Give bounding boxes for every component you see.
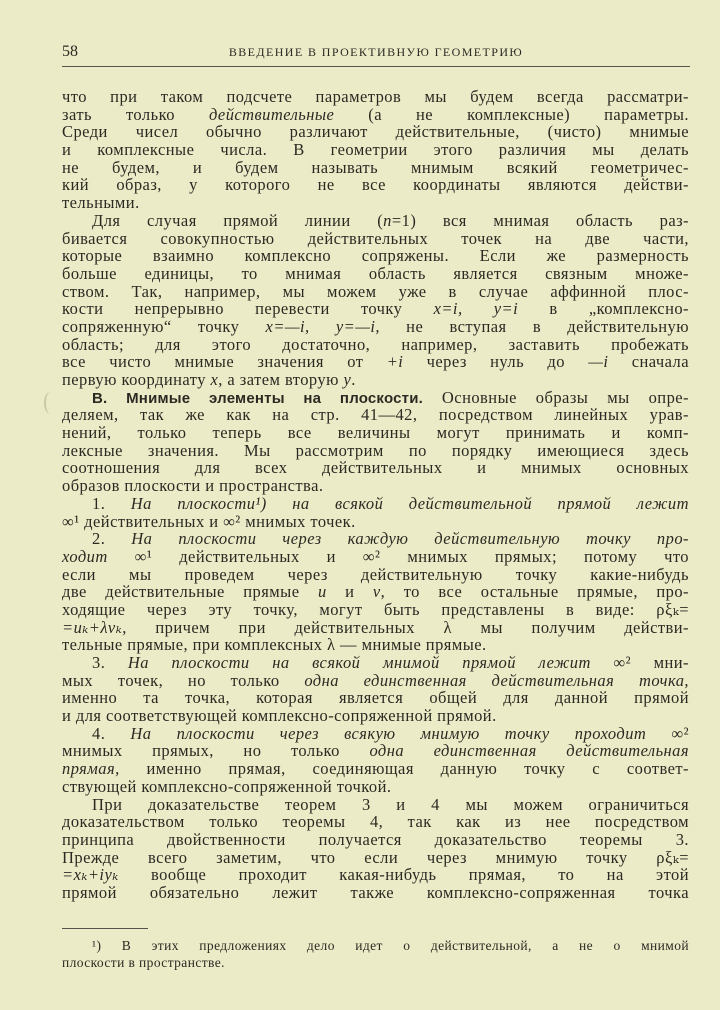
text-segment: ¹) В этих предложениях дело идет о действительной, а не о мнимой (92, 938, 689, 953)
text-segment: мых точек, но только (62, 670, 305, 690)
paragraph (62, 796, 689, 902)
text-line (62, 954, 689, 971)
text-line (62, 353, 689, 371)
running-title: ВВЕДЕНИЕ В ПРОЕКТИВНУЮ ГЕОМЕТРИЮ (228, 45, 524, 59)
paragraph (62, 495, 689, 530)
text-line (62, 106, 689, 124)
italic-text: На плоскости через всякую мнимую точку проходит (130, 723, 647, 743)
text-segment: , а затем вторую (218, 370, 344, 389)
text-segment: область; для этого достаточно, например, заставить пробежать (62, 334, 689, 354)
text-line (62, 371, 689, 389)
text-segment: плоскости в пространстве. (62, 955, 225, 970)
italic-text: На плоскости через каждую действительную точку про- (131, 529, 689, 549)
text-line (62, 123, 689, 141)
text-segment: бивается совокупностью действительных точек на две части, (62, 228, 689, 248)
text-segment: ством. Так, например, мы можем уже в случае аффинной плос- (62, 281, 689, 301)
text-segment: зать только (62, 104, 209, 124)
paragraph (62, 654, 689, 725)
italic-text: u (317, 582, 327, 602)
text-segment: мнимых прямых, но только (62, 741, 370, 761)
text-segment: Для случая прямой линии ( (92, 210, 384, 230)
text-line (62, 760, 689, 778)
text-segment: которые взаимно комплексно сопряжены. Если же размерность (62, 246, 689, 266)
text-segment: принципа двойственности получается доказательство теоремы 3. (62, 829, 689, 849)
text-line (62, 530, 689, 548)
text-segment: ∞² (646, 723, 689, 743)
italic-text: На плоскости на всякой мнимой прямой лежит (127, 653, 591, 672)
body-text (62, 88, 689, 902)
text-segment: не вступая в действительную (379, 316, 689, 336)
text-segment: , причем при действительных λ мы получим действи- (122, 617, 689, 637)
italic-text: x (210, 370, 219, 389)
text-segment: две действительные прямые (62, 582, 318, 602)
paragraph (62, 212, 689, 389)
text-line (62, 459, 689, 477)
italic-text: v (372, 582, 381, 602)
paragraph (62, 389, 689, 495)
text-segment: Среди чисел обычно различают действительные, (чисто) мнимые (62, 122, 689, 142)
margin-mark (44, 392, 56, 414)
text-line (62, 212, 689, 230)
text-segment: 3. (92, 653, 128, 672)
italic-text: На плоскости¹) на всякой действительной прямой лежит (130, 493, 689, 513)
text-segment: лексные значения. Мы рассмотрим по порядку имеющиеся здесь (62, 440, 689, 460)
text-segment: в „комплексно- (518, 299, 689, 319)
text-line (62, 159, 689, 177)
text-segment: кости непрерывно перевести точку (62, 299, 434, 319)
text-segment: ходящие через эту точку, могут быть представлены в виде: ρξₖ= (62, 599, 689, 619)
italic-text: =xₖ+iyₖ (62, 865, 119, 885)
text-segment: Прежде всего заметим, что если через мнимую точку ρξₖ= (62, 847, 689, 867)
text-line (62, 672, 689, 690)
paragraph (62, 725, 689, 796)
text-segment: не будем, и будем называть мнимым всякий геометричес- (62, 157, 689, 177)
text-segment: сопряженную“ точку (62, 316, 266, 336)
italic-text: x=i, y=i (433, 299, 519, 319)
text-line (62, 318, 689, 336)
text-segment: ствующей комплексно-сопряженной точкой. (62, 776, 392, 796)
text-line (62, 849, 689, 867)
text-segment: вообще проходит какая-нибудь прямая, то на этой (118, 865, 689, 885)
text-segment: кий образ, у которого не все координаты являются действи- (62, 175, 689, 195)
text-line (62, 725, 689, 743)
italic-text: прямая, (62, 759, 120, 779)
text-line (62, 583, 689, 601)
text-segment: тельными. (62, 193, 140, 213)
text-segment: . (351, 370, 356, 389)
text-line (62, 742, 689, 760)
text-segment: тельные прямые, при комплексных λ — мнимые прямые. (62, 635, 487, 655)
text-segment: 1. (92, 493, 131, 513)
italic-text: y (343, 370, 352, 389)
text-segment: =1) вся мнимая область раз- (391, 210, 690, 230)
text-line (62, 477, 689, 495)
text-segment: 2. (92, 529, 132, 549)
italic-text: одна единственная действительная (369, 741, 689, 761)
text-line (62, 619, 689, 637)
text-line (62, 566, 689, 584)
text-segment: прямой обязательно лежит также комплексно-сопряженная точка (62, 882, 689, 902)
page-number: 58 (62, 43, 78, 60)
text-line (62, 247, 689, 265)
text-line (62, 796, 689, 814)
text-segment: 4. (92, 723, 131, 743)
italic-text: +i (386, 352, 404, 372)
section-heading: В. Мнимые элементы на плоскости. (92, 389, 423, 407)
text-segment: через нуль до (403, 352, 589, 372)
italic-text: ходит (62, 546, 108, 566)
italic-text: x=—i, y=—i, (265, 316, 380, 336)
text-line (62, 88, 689, 106)
text-segment: если мы проведем через действительную точку какие-нибудь (62, 564, 689, 584)
paragraph (62, 88, 689, 212)
text-line (62, 601, 689, 619)
text-segment: ∞¹ действительных и ∞² мнимых точек. (62, 511, 356, 531)
text-segment: именно та точка, которая является общей для данной прямой (62, 688, 689, 708)
text-segment: нений, только теперь все величины могут принимать и комп- (62, 423, 689, 443)
text-line (62, 495, 689, 513)
text-line (62, 265, 689, 283)
text-segment: ∞¹ действительных и ∞² мнимых прямых; потому что (107, 546, 689, 566)
footnote-rule (62, 928, 148, 929)
text-segment: , то все остальные прямые, про- (380, 582, 689, 602)
text-line (62, 442, 689, 460)
text-segment: (а не комплексные) параметры. (334, 104, 690, 124)
text-line (62, 141, 689, 159)
italic-text: —i (588, 352, 609, 372)
text-line (62, 424, 689, 442)
text-line (62, 230, 689, 248)
text-line (62, 513, 689, 531)
text-line (62, 689, 689, 707)
text-line (62, 283, 689, 301)
text-line (62, 707, 689, 725)
footnote (62, 937, 689, 971)
paragraph (62, 530, 689, 654)
italic-text: одна единственная действительная точка, (304, 670, 689, 690)
text-segment: и комплексные числа. В геометрии этого различия мы делать (62, 140, 689, 160)
text-segment: деляем, так же как на стр. 41—42, посредством линейных урав- (62, 405, 689, 425)
text-line (62, 176, 689, 194)
text-segment: и (326, 582, 373, 602)
text-line (62, 778, 689, 796)
text-line (62, 831, 689, 849)
text-segment: сначала (608, 352, 689, 372)
text-segment: образов плоскости и пространства. (62, 476, 324, 496)
text-segment: что при таком подсчете параметров мы будем всегда рассматри- (62, 87, 689, 106)
text-segment: ∞² мни- (590, 653, 689, 672)
italic-text: =uₖ+λvₖ (62, 617, 123, 637)
text-line (62, 389, 689, 407)
text-segment: больше единицы, то мнимая область является связным множе- (62, 263, 689, 283)
text-line (62, 300, 689, 318)
text-line (62, 636, 689, 654)
text-line (62, 813, 689, 831)
text-line (62, 654, 689, 672)
text-line (62, 548, 689, 566)
text-line (62, 194, 689, 212)
italic-text: действительные (208, 104, 335, 124)
text-line (62, 406, 689, 424)
text-line (62, 884, 689, 902)
text-segment: соотношения для всех действительных и мнимых основных (62, 458, 689, 478)
text-segment: все чисто мнимые значения от (62, 352, 387, 372)
text-line (62, 336, 689, 354)
text-segment: первую координату (62, 370, 211, 389)
text-segment: Основные образы мы опре- (423, 387, 689, 407)
text-line (62, 866, 689, 884)
text-segment: и для соответствующей комплексно-сопряженной прямой. (62, 706, 497, 726)
text-segment: При доказательстве теорем 3 и 4 мы можем ограничиться (92, 794, 689, 814)
text-line (62, 937, 689, 954)
text-segment: доказательством только теоремы 4, так как из нее посредством (62, 812, 689, 832)
header-rule (62, 66, 690, 67)
italic-text: n (383, 210, 392, 230)
text-segment: именно прямая, соединяющая данную точку с соответ- (119, 759, 689, 779)
